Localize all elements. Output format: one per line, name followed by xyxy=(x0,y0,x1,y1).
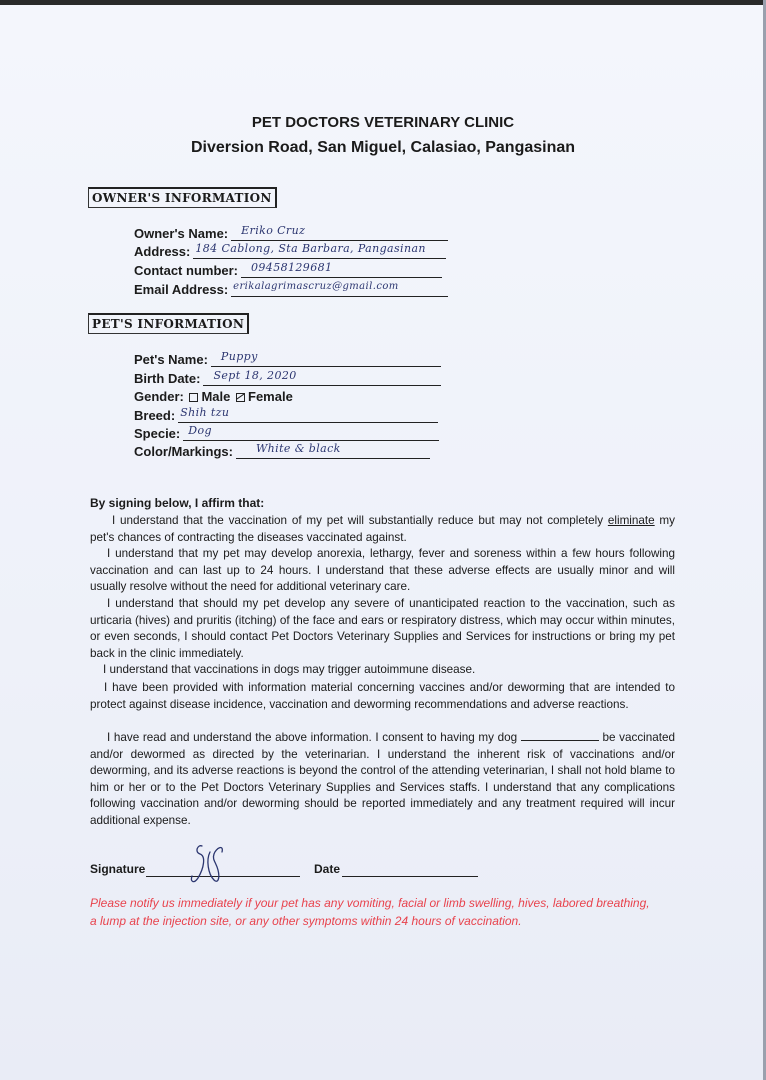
affirm-paragraph-2: I understand that my pet may develop anorexia, lethargy, fever and soreness within a few hours following vaccination and can last up to 24 hours. I understand that these adverse effects are usually minor and will usually resolve without the need for additional veterinary care. xyxy=(90,547,675,594)
owner-section-title: OWNER'S INFORMATION xyxy=(88,187,277,208)
owner-name-label: Owner's Name: xyxy=(134,226,229,241)
owner-email-field xyxy=(134,281,448,300)
owner-address-label: Address: xyxy=(134,244,191,259)
date-label: Date xyxy=(314,862,341,876)
pet-specie-label: Specie: xyxy=(134,426,181,441)
affirm-paragraph-4: I understand that vaccinations in dogs may trigger autoimmune disease. xyxy=(103,663,476,676)
post-vaccination-notice: Please notify us immediately if your pet has any vomiting, facial or limb swelling, hives, labored breathing, a lump at the injection site, or any other symptoms within 24 hours of vaccination. xyxy=(90,896,650,928)
pet-birth-line xyxy=(203,370,441,386)
gender-label: Gender: xyxy=(134,389,184,404)
date-line[interactable] xyxy=(342,876,478,877)
clinic-name: PET DOCTORS VETERINARY CLINIC xyxy=(251,114,515,131)
owner-email-value: erikalagrimascruz@gmail.com xyxy=(233,281,399,292)
affirm-paragraph-5: I have been provided with information material concerning vaccines and/or deworming that are intended to protect against disease incidence, vaccination and deworming recommendations and adverse reactions. xyxy=(90,681,675,711)
pet-breed-field xyxy=(134,407,438,426)
pet-specie-line xyxy=(183,425,439,441)
owner-address-line xyxy=(193,243,446,259)
pet-color-field xyxy=(134,443,430,462)
owner-name-value: Eriko Cruz xyxy=(241,224,306,237)
pet-birth-value: Sept 18, 2020 xyxy=(213,369,297,382)
owner-name-line xyxy=(231,225,448,241)
pet-color-label: Color/Markings: xyxy=(134,444,233,459)
female-checkbox[interactable] xyxy=(236,393,245,402)
affirm-paragraph-1 xyxy=(90,513,675,546)
pet-breed-label: Breed: xyxy=(134,408,176,423)
handwritten-signature xyxy=(180,838,240,888)
pet-birth-field xyxy=(134,370,441,389)
pet-birth-label: Birth Date: xyxy=(134,371,201,386)
scan-edge-top xyxy=(0,0,766,5)
affirm-heading: By signing below, I affirm that: xyxy=(90,496,265,510)
owner-address-value: 184 Cablong, Sta Barbara, Pangasinan xyxy=(195,242,426,255)
pet-specie-value: Dog xyxy=(188,424,212,437)
owner-contact-label: Contact number: xyxy=(134,263,238,278)
signature-label: Signature xyxy=(90,862,146,876)
owner-contact-value: 09458129681 xyxy=(251,261,333,274)
owner-email-line xyxy=(231,281,448,297)
affirm-p1-rest: my pet's chances of contracting the diseases vaccinated against. xyxy=(90,514,676,544)
pet-section-title: PET'S INFORMATION xyxy=(88,313,249,334)
pet-color-line xyxy=(236,443,430,459)
pet-breed-value: Shih tzu xyxy=(180,406,230,419)
dog-name-blank[interactable] xyxy=(521,730,599,741)
affirm-p6-text: I have read and understand the above information. I consent to having my dog xyxy=(107,731,518,744)
affirm-paragraph-6 xyxy=(90,730,675,830)
female-label: Female xyxy=(248,389,293,404)
affirm-paragraph-3: I understand that should my pet develop any severe of unanticipated reaction to the vaccination, such as urticaria (hives) and pruritis (itching) of the face and ears or respiratory distress, which may occur within minutes, or even seconds, I should contact Pet Doctors Veterinary Supplies and Services for instructions or bring my pet back in the clinic immediately. xyxy=(90,597,675,660)
pet-breed-line xyxy=(178,407,438,423)
clinic-address: Diversion Road, San Miguel, Calasiao, Pangasinan xyxy=(190,139,576,156)
pet-name-label: Pet's Name: xyxy=(134,352,208,367)
owner-email-label: Email Address: xyxy=(134,282,229,297)
pet-name-value: Puppy xyxy=(220,350,258,363)
pet-name-line xyxy=(211,351,441,367)
male-label: Male xyxy=(201,389,231,404)
pet-gender-field xyxy=(134,389,293,404)
affirm-p6-rest: be vaccinated and/or dewormed as directed by the veterinarian. I understand the inherent risk of vaccinations and/or deworming, and its adverse reactions is beyond the control of the attending veterinarian, I shall not hold blame to him or her or to the Pet Doctors Veterinary Supplies and Services staffs. I understand that any complications following vaccination and/or deworming should be reported immediately and any treatment required will incur additional expense. xyxy=(90,731,676,827)
affirm-p1-text: I understand that the vaccination of my pet will substantially reduce but may not completely xyxy=(112,514,604,527)
male-checkbox[interactable] xyxy=(189,393,198,402)
owner-contact-line xyxy=(241,262,442,278)
affirm-p1-underlined: eliminate xyxy=(607,514,655,527)
pet-color-value: White & black xyxy=(255,442,341,455)
